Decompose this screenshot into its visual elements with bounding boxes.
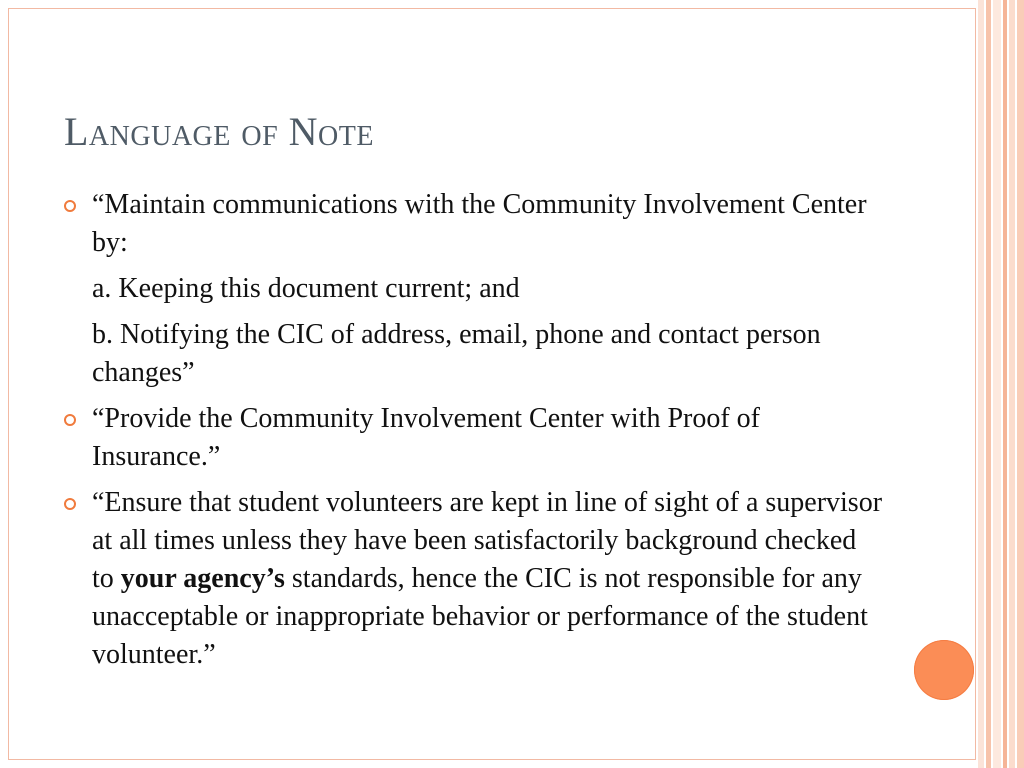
bullet-circle-icon (64, 414, 76, 426)
bullet-item-3 (62, 484, 882, 674)
bullet-item-2 (62, 400, 882, 476)
bullet-text-bold: your agency’s (120, 563, 285, 594)
bullet-circle-icon (64, 200, 76, 212)
decorative-stripe (1009, 0, 1015, 768)
sub-item-b: b. Notifying the CIC of address, email, phone and contact person changes” (92, 319, 821, 388)
decorative-stripe (993, 0, 1001, 768)
bullet-text-before: “Ensure that student volunteers are kept in line of sight of a supervisor at all times unless they have been satisfactorily background checked to (92, 487, 883, 594)
sub-item-a: a. Keeping this document current; and (92, 273, 520, 304)
accent-circle (914, 640, 974, 700)
bullet-circle-icon (64, 498, 76, 510)
bullet-text-after: standards, hence the CIC is not responsible for any unacceptable or inappropriate behavior or performance of the student volunteer.” (92, 563, 868, 670)
decorative-stripe (1003, 0, 1007, 768)
slide-title: Language of Note (64, 109, 374, 154)
bullet-item-1 (62, 186, 882, 262)
bullet-text: “Provide the Community Involvement Center with Proof of Insurance.” (92, 403, 761, 472)
slide-content (62, 186, 882, 682)
decorative-stripe (978, 0, 984, 768)
decorative-stripe (1017, 0, 1024, 768)
bullet-text: “Maintain communications with the Community Involvement Center by: (92, 189, 867, 258)
decorative-stripe (986, 0, 991, 768)
